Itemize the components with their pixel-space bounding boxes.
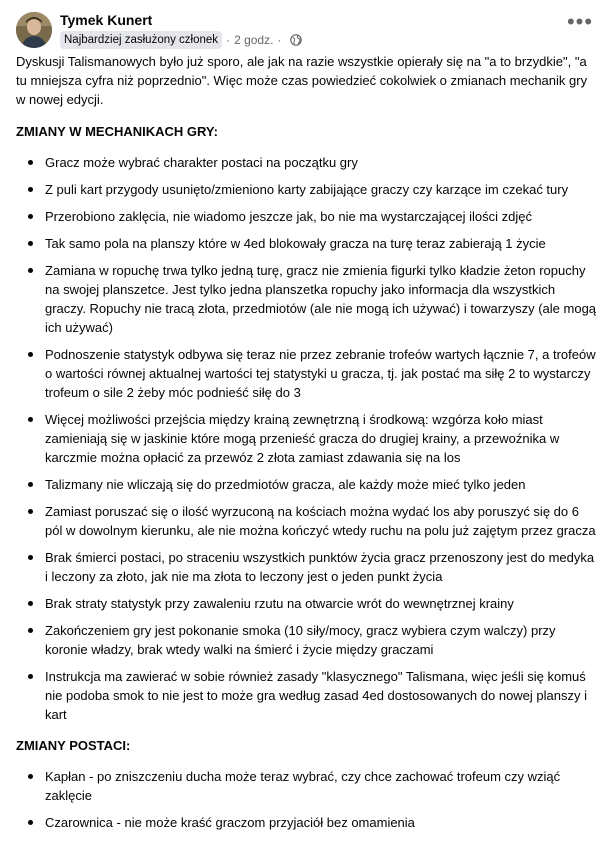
meta-separator-2: · xyxy=(277,33,282,47)
list-item: Kapłan - po zniszczeniu ducha może teraz wybrać, czy chce zachować trofeum czy wziąć zaklęcie xyxy=(16,767,598,805)
avatar-image xyxy=(16,12,52,48)
list-item: Gracz może wybrać charakter postaci na początku gry xyxy=(16,153,598,172)
author-name[interactable]: Tymek Kunert xyxy=(60,12,153,28)
list-item: Brak śmierci postaci, po straceniu wszystkich punktów życia gracz przenoszony jest do medyka i leczony za złoto, jak nie ma złota to leczony jest o jeden punkt życia xyxy=(16,548,598,586)
post-intro: Dyskusji Talismanowych było już sporo, ale jak na razie wszystkie opierały się na "a to brzydkie", "a tu mniejsza cyfra niż poprzednio". Więc może czas powiedzieć cokolwiek o zmianach mechanik gry w nowej edycji. xyxy=(16,54,588,107)
author-avatar[interactable] xyxy=(16,12,52,48)
post-meta xyxy=(60,31,302,49)
list-item: Tak samo pola na planszy które w 4ed blokowały gracza na turę teraz zabierają 1 życie xyxy=(16,234,598,253)
globe-icon[interactable] xyxy=(290,34,302,46)
post-body xyxy=(16,52,598,844)
meta-separator: · xyxy=(226,33,231,47)
post-time[interactable]: 2 godz. xyxy=(234,33,274,47)
list-item: Podnoszenie statystyk odbywa się teraz nie przez zebranie trofeów wartych łącznie 7, a trofeów o wartości równej aktualnej wartości tej statystyki u gracza, tj. jak postać ma siłę 2 to wystarczy trofeum o sile 2 żeby móc podnieść siłę do 3 xyxy=(16,345,598,402)
list-item: Zamiana w ropuchę trwa tylko jedną turę, gracz nie zmienia figurki tylko kładzie żeton ropuchy na swojej planszetce. Jest tylko jedna planszetka ropuchy jako informacja dla wszystkich graczy. Ropuchy nie tracą złota, przedmiotów (ale nie mogą ich używać) i towarzyszy (ale mogą ich używać) xyxy=(16,261,598,337)
list-item: Przerobiono zaklęcia, nie wiadomo jeszcze jak, bo nie ma wystarczającej ilości zdjęć xyxy=(16,207,598,226)
list-item: Czarownica - nie może kraść graczom przyjaciół bez omamienia xyxy=(16,813,598,832)
more-options-icon[interactable]: ••• xyxy=(566,9,594,34)
list-item: Zakończeniem gry jest pokonanie smoka (10 siły/mocy, gracz wybiera czym walczy) przy koronie władzy, brak wtedy walki na śmierć i życie między graczami xyxy=(16,621,598,659)
section-title-characters: ZMIANY POSTACI: xyxy=(16,738,131,753)
list-item: Brak straty statystyk przy zawaleniu rzutu na otwarcie wrót do wewnętrznej krainy xyxy=(16,594,598,613)
list-item: Instrukcja ma zawierać w sobie również zasady "klasycznego" Talismana, więc jeśli się komuś nie podoba smok to nie jest to może gra według zasad 4ed dostosowanych do nowej planszy i kart xyxy=(16,667,598,724)
member-badge[interactable]: Najbardziej zasłużony członek xyxy=(60,31,222,49)
list-item: Zamiast poruszać się o ilość wyrzuconą na kościach można wydać los aby poruszyć się do 6 pól w dowolnym kierunku, ale nie można kończyć wtedy ruchu na polu już zajętym przez gracza xyxy=(16,502,598,540)
list-item: Z puli kart przygody usunięto/zmieniono karty zabijające graczy czy karzące im czekać tury xyxy=(16,180,598,199)
list-item: Więcej możliwości przejścia między krainą zewnętrzną i środkową: wzgórza koło miast zamieniają się w jaskinie które mogą przenieść gracza do drugiej krainy, a przewoźnika w karczmie można opłacić za przewóz 2 złota zamiast zdawania się na los xyxy=(16,410,598,467)
list-item: Talizmany nie wliczają się do przedmiotów gracza, ale każdy może mieć tylko jeden xyxy=(16,475,598,494)
section-title-mechanics: ZMIANY W MECHANIKACH GRY: xyxy=(16,124,218,139)
post-header xyxy=(0,0,613,52)
mechanics-list xyxy=(16,153,598,724)
